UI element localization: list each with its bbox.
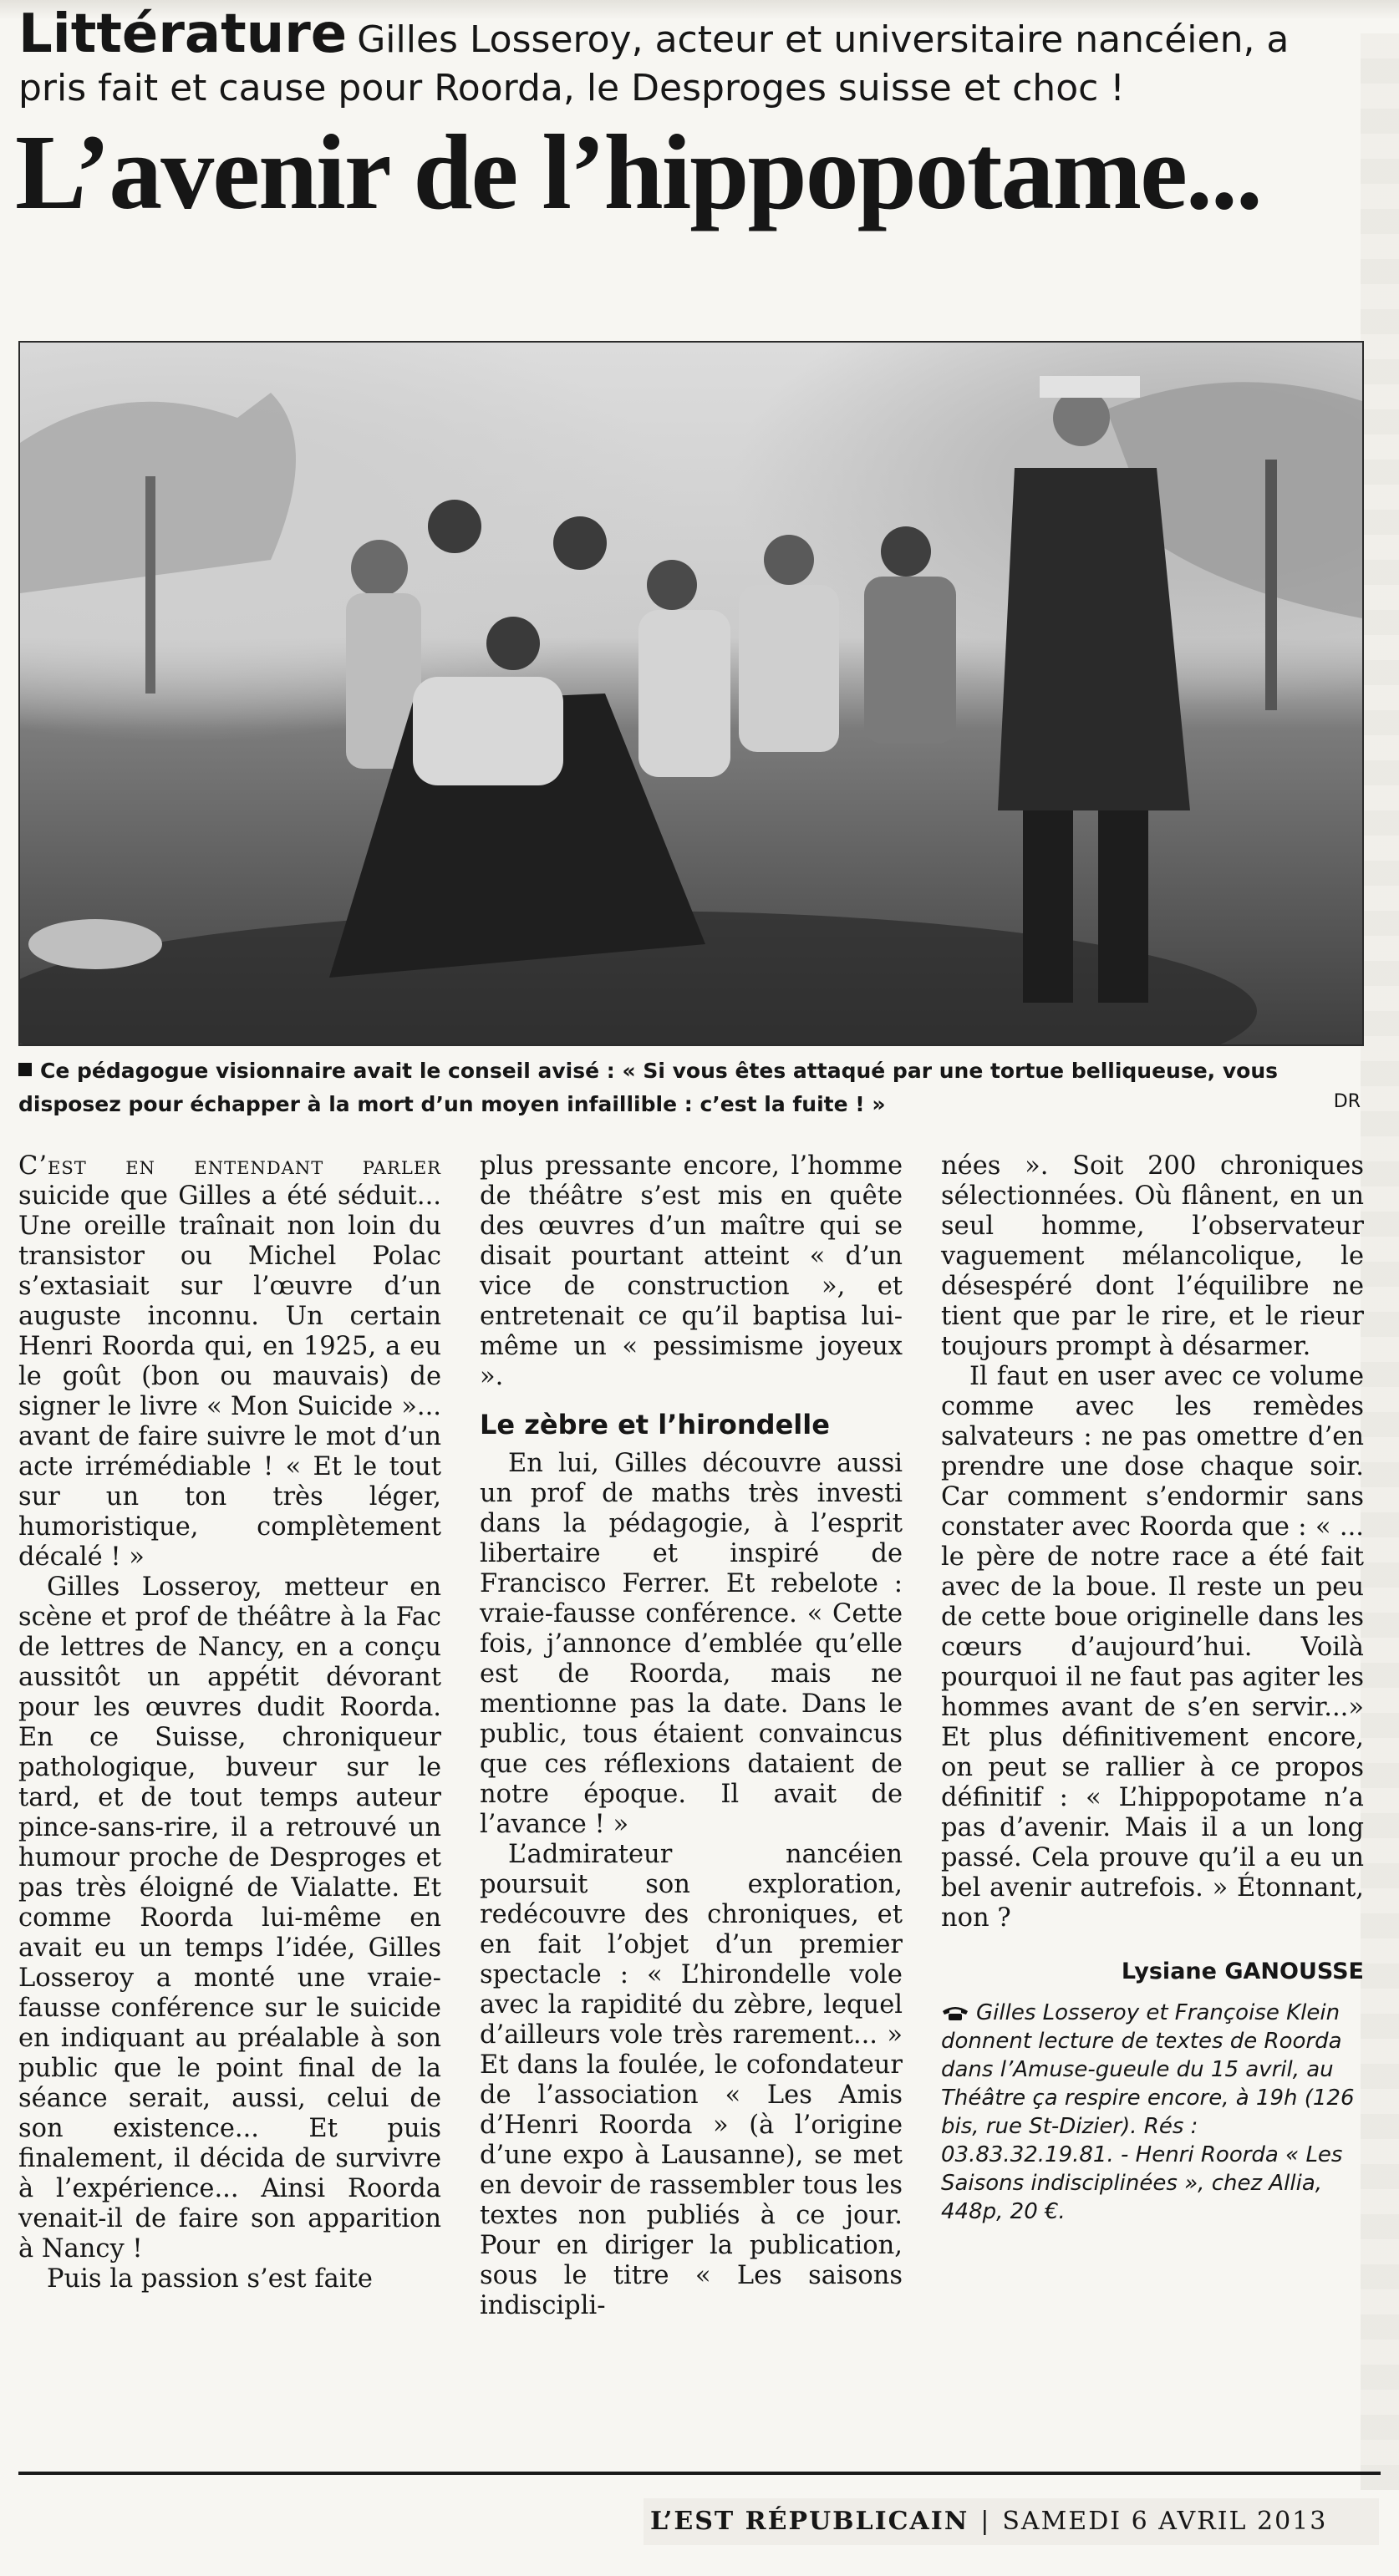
article-paragraph: L’admirateur nancéien poursuit son exploration, redécouvre des chroniques, et en fait l’objet d’un premier spectacle : « L’hirondelle vole avec la rapidité du zèbre, lequel d’ailleurs vole très rarement... » Et dans la foulée, le cofondateur de l’association « Les Amis d’Henri Roorda » (à l’origine d’une expo à Lausanne), se met en devoir de rassembler tous les textes non publiés à ce jour. Pour en diriger la publication, sous le titre « Les saisons indiscipli- [480,1840,903,2320]
article-paragraph: Gilles Losseroy, metteur en scène et prof de théâtre à la Fac de lettres de Nancy, en a conçu aussitôt un appétit dévorant pour les œuvres dudit Roorda. En ce Suisse, chroniqueur pathologique, buveur sur le tard, et de tout temps auteur pince-sans-rire, il a retrouvé un humour proche de Desproges et pas très éloigné de Vialatte. Et comme Roorda lui-même en avait eu un temps l’idée, Gilles Losseroy a monté une vraie-fausse conférence sur le suicide en indiquant au préalable à son public que le point final de la séance serait, aussi, celui de son existence... Et puis finalement, il décida de survivre à l’expérience... Ainsi Roorda venait-il de faire son apparition à Nancy ! [18,1573,441,2264]
phone-icon [941,2004,969,2021]
photo-credit: DR [1333,1091,1361,1112]
article-paragraph: nées ». Soit 200 chroniques sélectionnées. Où flânent, en un seul homme, l’observateur vaguement mélancolique, le désespéré dont l’équilibre ne tient que par le rire, et le rieur toujours prompt à désarmer. [941,1151,1364,1361]
practical-info [941,1999,1364,2226]
caption-text: Ce pédagogue visionnaire avait le conseil avisé : « Si vous êtes attaqué par une tortue belliqueuse, vous disposez pour échapper à la mort d’un moyen infaillible : c’est la fuite ! » [18,1059,1279,1116]
article-paragraph: Puis la passion s’est faite [47,2264,373,2294]
article-paragraph: En lui, Gilles découvre aussi un prof de maths très investi dans la pédagogie, à l’esprit libertaire et inspiré de Francisco Ferrer. Et rebelote : vraie-fausse conférence. « Cette fois, j’annonce d’emblée qu’elle est de Roorda, mais ne mentionne pas la date. Dans le public, tous étaient convaincus que ces réflexions dataient de notre époque. Il avait de l’avance ! » [480,1449,903,1839]
article-column-2 [480,1151,903,2321]
article-paragraph [18,1151,441,1573]
subheading: Le zèbre et l’hirondelle [480,1409,830,1440]
kicker-text: Gilles Losseroy, acteur et universitaire nancéien, a pris fait et cause pour Roorda, le Desproges suisse et choc ! [18,18,1290,109]
photo-illustration [20,343,1362,1044]
article-paragraph: Il faut en user avec ce volume comme avec les remèdes salvateurs : ne pas omettre d’en prendre une dose chaque soir. Car comment s’endormir sans constater avec Roorda que : « ... le père de notre race a été fait avec de la boue. Il reste un peu de cette boue originelle dans les cœurs d’aujourd’hui. Voilà pourquoi il ne faut pas agiter les hommes avant de s’en servir...» Et plus définitivement encore, on peut se rallier à ce propos définitif : « L’hippopotame n’a pas d’avenir. Mais il a un long passé. Cela prouve qu’il a eu un bel avenir autrefois. » Étonnant, non ? [941,1362,1364,1933]
adjacent-column-bleed [1361,33,1399,2490]
footer-separator: | [980,2507,991,2536]
footer-rule [18,2472,1381,2475]
article-photo [18,341,1364,1046]
lead-words: C’est en entendant parler [18,1151,441,1181]
article-column-1 [18,1151,441,2294]
photo-caption [18,1054,1347,1121]
kicker [18,3,1356,113]
practical-info-text: Gilles Losseroy et Françoise Klein donnent lecture de textes de Roorda dans l’Amuse-gueule du 15 avril, au Théâtre ça respire encore, à 19h (126 bis, rue St-Dizier). Rés : 03.83.32.19.81. - Henri Roorda « Les Saisons indisciplinées », chez Allia, 448p, 20 €. [941,2000,1355,2224]
lead-text: suicide que Gilles a été séduit... Une oreille traînait non loin du transistor ou Michel Polac s’extasiait sur l’œuvre d’un auguste inconnu. Un certain Henri Roorda qui, en 1925, a eu le goût (bon ou mauvais) de signer le livre « Mon Suicide »... avant de faire suivre le mot d’un acte irrémédiable ! « Et le tout sur un ton très léger, humoristique, complètement décalé ! » [18,1181,441,1572]
caption-bullet-icon [18,1063,32,1076]
byline: Lysiane GANOUSSE [1121,1959,1364,1984]
section-label: Littérature [18,3,348,65]
newspaper-name: L’EST RÉPUBLICAIN [650,2507,969,2536]
headline: L’avenir de l’hippopotame... [15,113,1261,231]
article-paragraph: plus pressante encore, l’homme de théâtre s’est mis en quête des œuvres d’un maître qui se disait pourtant atteint « d’un vice de construction », et entretenait ce qu’il baptisa lui-même un « pessimisme joyeux ». [480,1151,903,1391]
issue-date: SAMEDI 6 AVRIL 2013 [1002,2507,1328,2536]
article-column-3 [941,1151,1364,2226]
page-footer [644,2498,1379,2545]
